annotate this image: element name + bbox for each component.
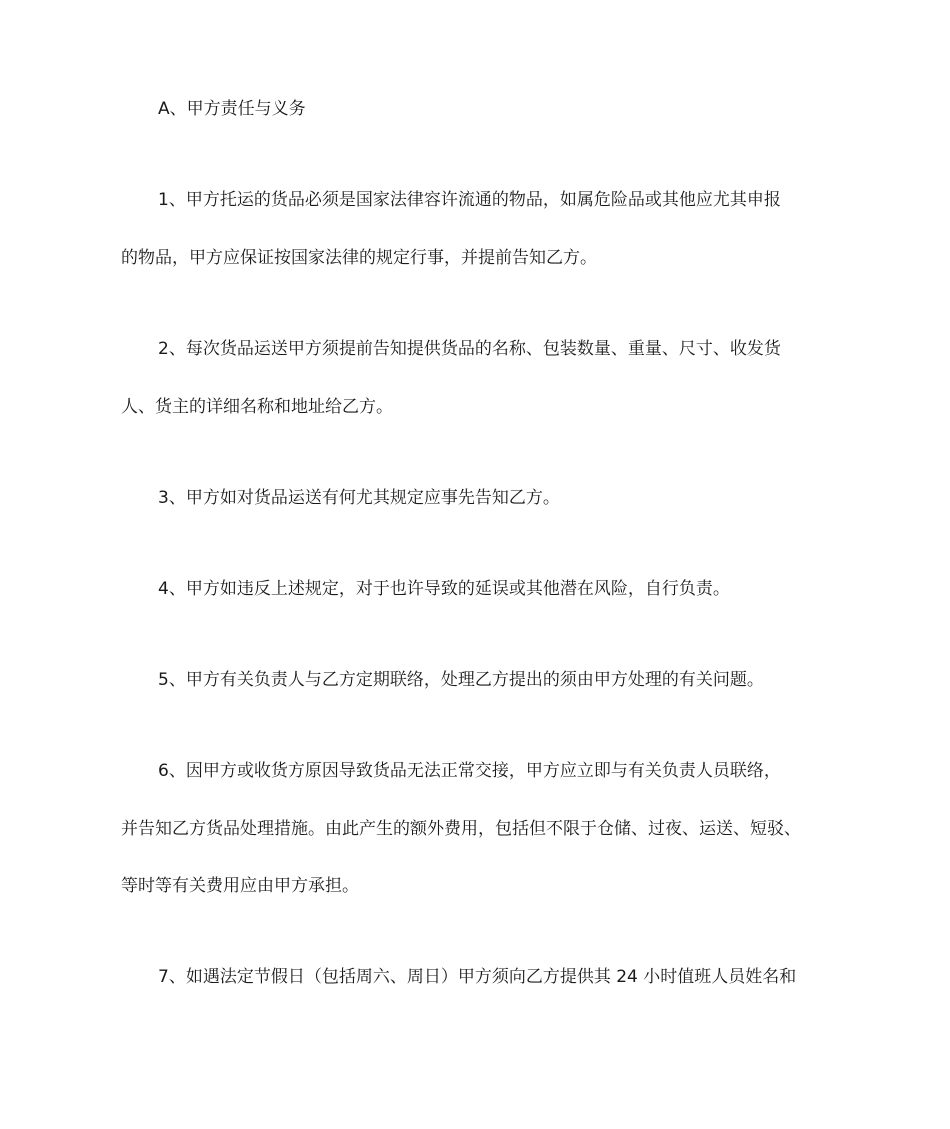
clause-1-line-2: 的物品，甲方应保证按国家法律的规定行事，并提前告知乙方。 bbox=[121, 248, 597, 268]
clause-6-line-3: 等时等有关费用应由甲方承担。 bbox=[121, 876, 359, 896]
clause-6-line-2: 并告知乙方货品处理措施。由此产生的额外费用，包括但不限于仓储、过夜、运送、短驳、 bbox=[121, 819, 801, 839]
clause-1-line-1: 1、甲方托运的货品必须是国家法律容许流通的物品，如属危险品或其他应尤其申报 bbox=[158, 190, 781, 210]
clause-3: 3、甲方如对货品运送有何尤其规定应事先告知乙方。 bbox=[158, 488, 560, 508]
clause-5: 5、甲方有关负责人与乙方定期联络，处理乙方提出的须由甲方处理的有关问题。 bbox=[158, 670, 764, 690]
section-heading: A、甲方责任与义务 bbox=[158, 99, 306, 119]
clause-4: 4、甲方如违反上述规定，对于也许导致的延误或其他潜在风险，自行负责。 bbox=[158, 579, 730, 599]
clause-2-line-2: 人、货主的详细名称和地址给乙方。 bbox=[121, 397, 393, 417]
clause-6-line-1: 6、因甲方或收货方原因导致货品无法正常交接，甲方应立即与有关负责人员联络， bbox=[158, 761, 781, 781]
clause-2-line-1: 2、每次货品运送甲方须提前告知提供货品的名称、包装数量、重量、尺寸、收发货 bbox=[158, 339, 781, 359]
clause-7-line-1: 7、如遇法定节假日（包括周六、周日）甲方须向乙方提供其 24 小时值班人员姓名和 bbox=[158, 967, 797, 987]
